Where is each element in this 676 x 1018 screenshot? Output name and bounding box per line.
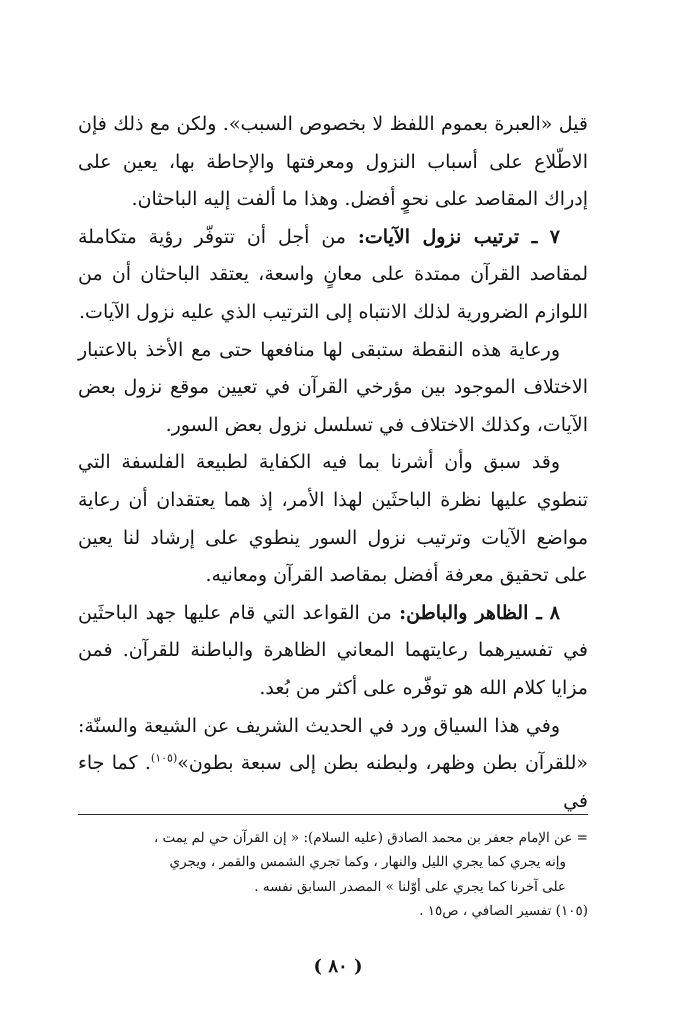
footnote-continued-line-3: على آخرنا كما يجري على أوّلنا » المصدر السابق نفسه . [254, 878, 566, 895]
body-text [78, 106, 588, 820]
footnote-reference-105: (١٠٥) [150, 751, 178, 765]
section-heading-8: ٨ ـ الظاهر والباطن: [399, 601, 560, 624]
paragraph-4-text: وقد سبق وأن أشرنا بما فيه الكفاية لطبيعة الفلسفة التي تنطوي عليها نظرة الباحثَين لهذا الأمر، إذ هما يعتقدان أن رعاية مواضع الآيات وترتيب نزول السور ينطوي على إرشاد لنا يعين على تحقيق معرفة أفضل بمقاصد القرآن ومعانيه. [78, 451, 588, 587]
footnote-continued-line-2: وإنه يجري كما يجري الليل والنهار ، وكما تجري الشمس والقمر ، ويجري [169, 854, 566, 871]
paragraph-2 [78, 219, 588, 332]
paragraph-4 [78, 444, 588, 594]
page-number: ( ٨٠ ) [313, 956, 363, 977]
paragraph-1 [78, 106, 588, 219]
paragraph-6-tail: . كما جاء في [78, 752, 588, 812]
paragraph-6 [78, 708, 588, 821]
paragraph-3-text: ورعاية هذه النقطة ستبقى لها منافعها حتى مع الأخذ بالاعتبار الاختلاف الموجود بين مؤرخي القرآن في تعيين موقع نزول بعض الآيات، وكذلك الاختلاف في تسلسل نزول بعض السور. [78, 338, 588, 436]
paragraph-5 [78, 595, 588, 708]
footnotes [80, 826, 588, 924]
footnote-divider [78, 814, 588, 815]
section-heading-7: ٧ ـ ترتيب نزول الآيات: [357, 225, 560, 248]
paragraph-5-text: من القواعد التي قام عليها جهد الباحثَين في تفسيرهما رعايتهما المعاني الظاهرة والباطنة للقرآن. فمن مزايا كلام الله هو توفّره على أكثر من بُعد. [78, 601, 588, 699]
paragraph-6-text: وفي هذا السياق ورد في الحديث الشريف عن الشيعة والسنّة: «للقرآن بطن وظهر، ولبطنه بطن إلى سبعة بطون» [78, 714, 588, 775]
paragraph-2-text: من أجل أن تتوفّر رؤية متكاملة لمقاصد القرآن ممتدة على معانٍ واسعة، يعتقد الباحثان أن من اللوازم الضرورية لذلك الانتباه إلى الترتيب الذي عليه نزول الآيات. [78, 225, 588, 323]
paragraph-1-text: قيل «العبرة بعموم اللفظ لا بخصوص السبب». ولكن مع ذلك فإن الاطّلاع على أسباب النزول ومعرفتها والإحاطة بها، يعين على إدراك المقاصد على نحوٍ أفضل. وهذا ما ألفت إليه الباحثان. [78, 113, 588, 211]
footnote-105: (١٠٥) تفسير الصافي ، ص١٥ . [419, 903, 588, 920]
footnote-continued-line-1: = عن الإمام جعفر بن محمد الصادق (عليه السلام): « إن القرآن حي لم يمت ، [153, 830, 588, 846]
paragraph-3 [78, 332, 588, 445]
